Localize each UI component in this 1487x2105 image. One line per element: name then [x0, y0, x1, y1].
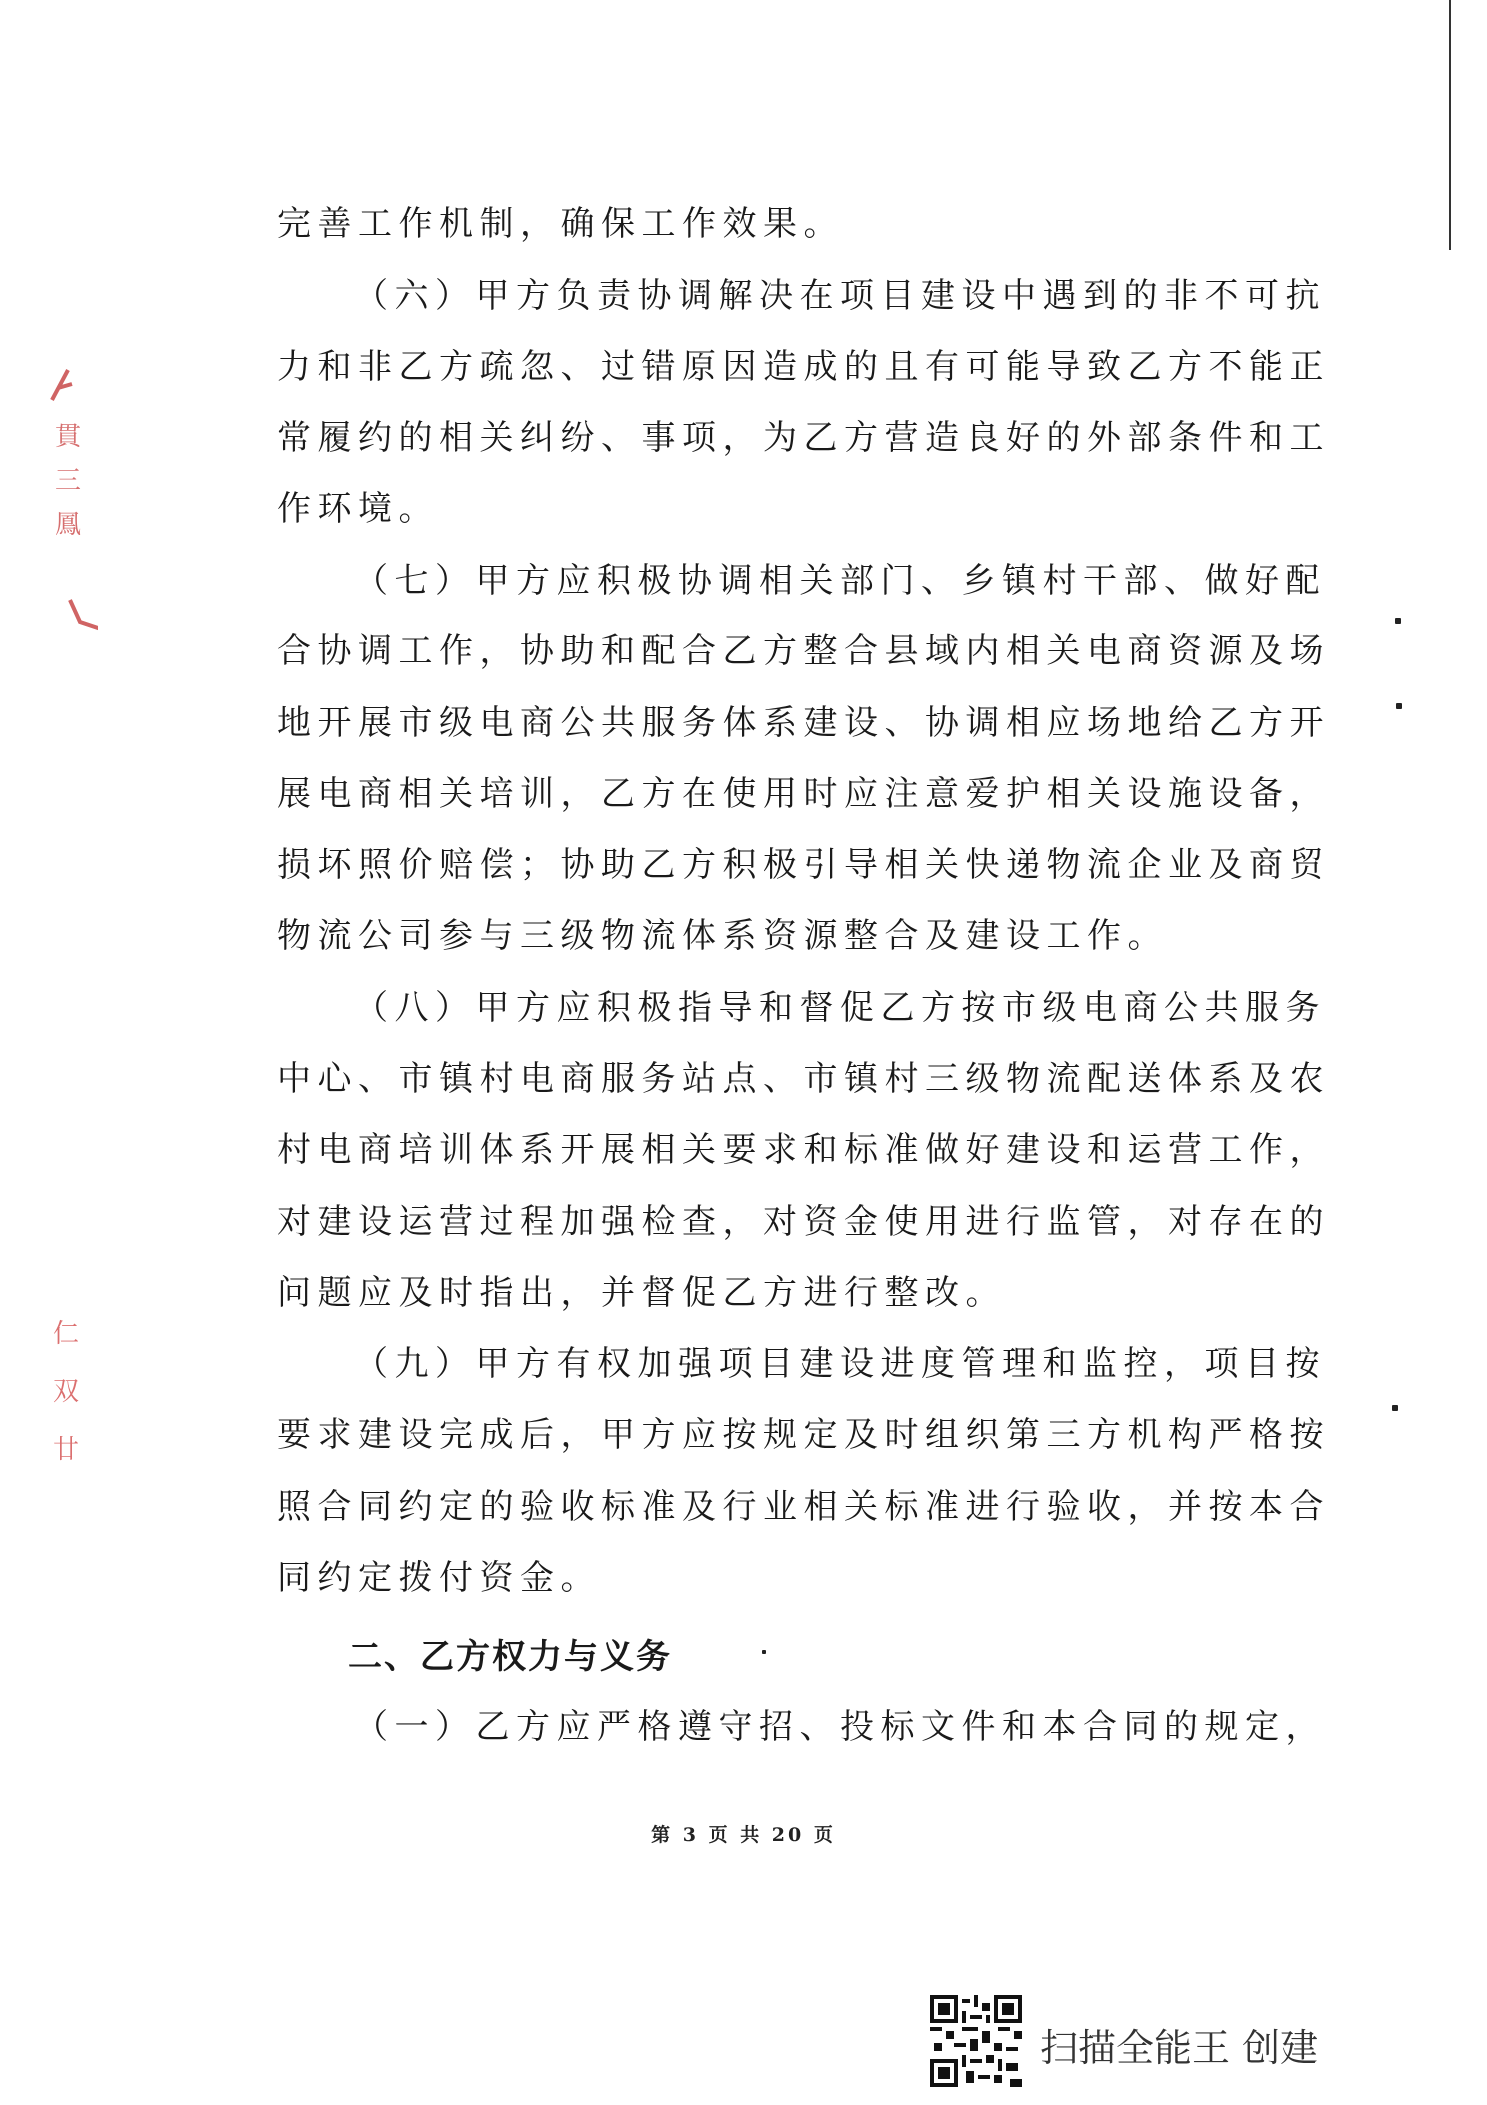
text-line: 中心、市镇村电商服务站点、市镇村三级物流配送体系及农: [277, 1059, 1330, 1099]
text-line: （七）甲方应积极协调相关部门、乡镇村干部、做好配: [354, 561, 1326, 601]
text-line: 照合同约定的验收标准及行业相关标准进行验收，并按本合: [277, 1487, 1330, 1527]
text-line: （八）甲方应积极指导和督促乙方按市级电商公共服务: [354, 988, 1326, 1028]
red-char: 廿: [52, 1435, 79, 1465]
text-line: （九）甲方有权加强项目建设进度管理和监控，项目按: [354, 1344, 1326, 1384]
text-line: 作环境。: [277, 489, 439, 529]
text-line: 物流公司参与三级物流体系资源整合及建设工作。: [277, 916, 1168, 956]
stamp-char: 三: [54, 466, 81, 496]
text-line: 常履约的相关纠纷、事项，为乙方营造良好的外部条件和工: [277, 418, 1330, 458]
text-line: 完善工作机制，确保工作效果。: [277, 204, 844, 244]
scan-dot: [1392, 1405, 1398, 1411]
margin-scribble: [38, 360, 98, 640]
stamp-char: 鳳: [54, 510, 81, 540]
text-line: 村电商培训体系开展相关要求和标准做好建设和运营工作，: [277, 1130, 1330, 1170]
text-line: 损坏照价赔偿；协助乙方积极引导相关快递物流企业及商贸: [277, 845, 1330, 885]
text-line: 力和非乙方疏忽、过错原因造成的且有可能导致乙方不能正: [277, 347, 1330, 387]
text-line: 对建设运营过程加强检查，对资金使用进行监管，对存在的: [277, 1202, 1330, 1242]
margin-red-mark: [46, 1305, 86, 1479]
scan-dot: [762, 1650, 766, 1654]
page-number: 第 3 页 共 20 页: [651, 1824, 836, 1846]
scanner-watermark: [930, 1995, 1330, 2081]
page-edge-line: [1449, 0, 1451, 250]
scan-dot: [1395, 618, 1401, 624]
text-line: 问题应及时指出，并督促乙方进行整改。: [277, 1273, 1006, 1313]
text-line: （六）甲方负责协调解决在项目建设中遇到的非不可抗: [354, 276, 1326, 316]
stamp-char: 貫: [54, 422, 81, 452]
qr-code-icon: [930, 1995, 1022, 2087]
text-line: （一）乙方应严格遵守招、投标文件和本合同的规定，: [354, 1707, 1326, 1747]
watermark-text: 扫描全能王 创建: [1040, 2026, 1319, 2070]
scan-dot: [1396, 703, 1402, 709]
red-char: 双: [52, 1377, 79, 1407]
text-line: 地开展市级电商公共服务体系建设、协调相应场地给乙方开: [277, 703, 1330, 743]
text-line: 展电商相关培训，乙方在使用时应注意爱护相关设施设备，: [277, 774, 1330, 814]
red-char: 仁: [52, 1319, 79, 1349]
text-line: 要求建设完成后，甲方应按规定及时组织第三方机构严格按: [277, 1415, 1330, 1455]
section-heading: 二、乙方权力与义务: [348, 1637, 672, 1677]
text-line: 合协调工作，协助和配合乙方整合县域内相关电商资源及场: [277, 631, 1330, 671]
text-line: 同约定拨付资金。: [277, 1558, 601, 1598]
